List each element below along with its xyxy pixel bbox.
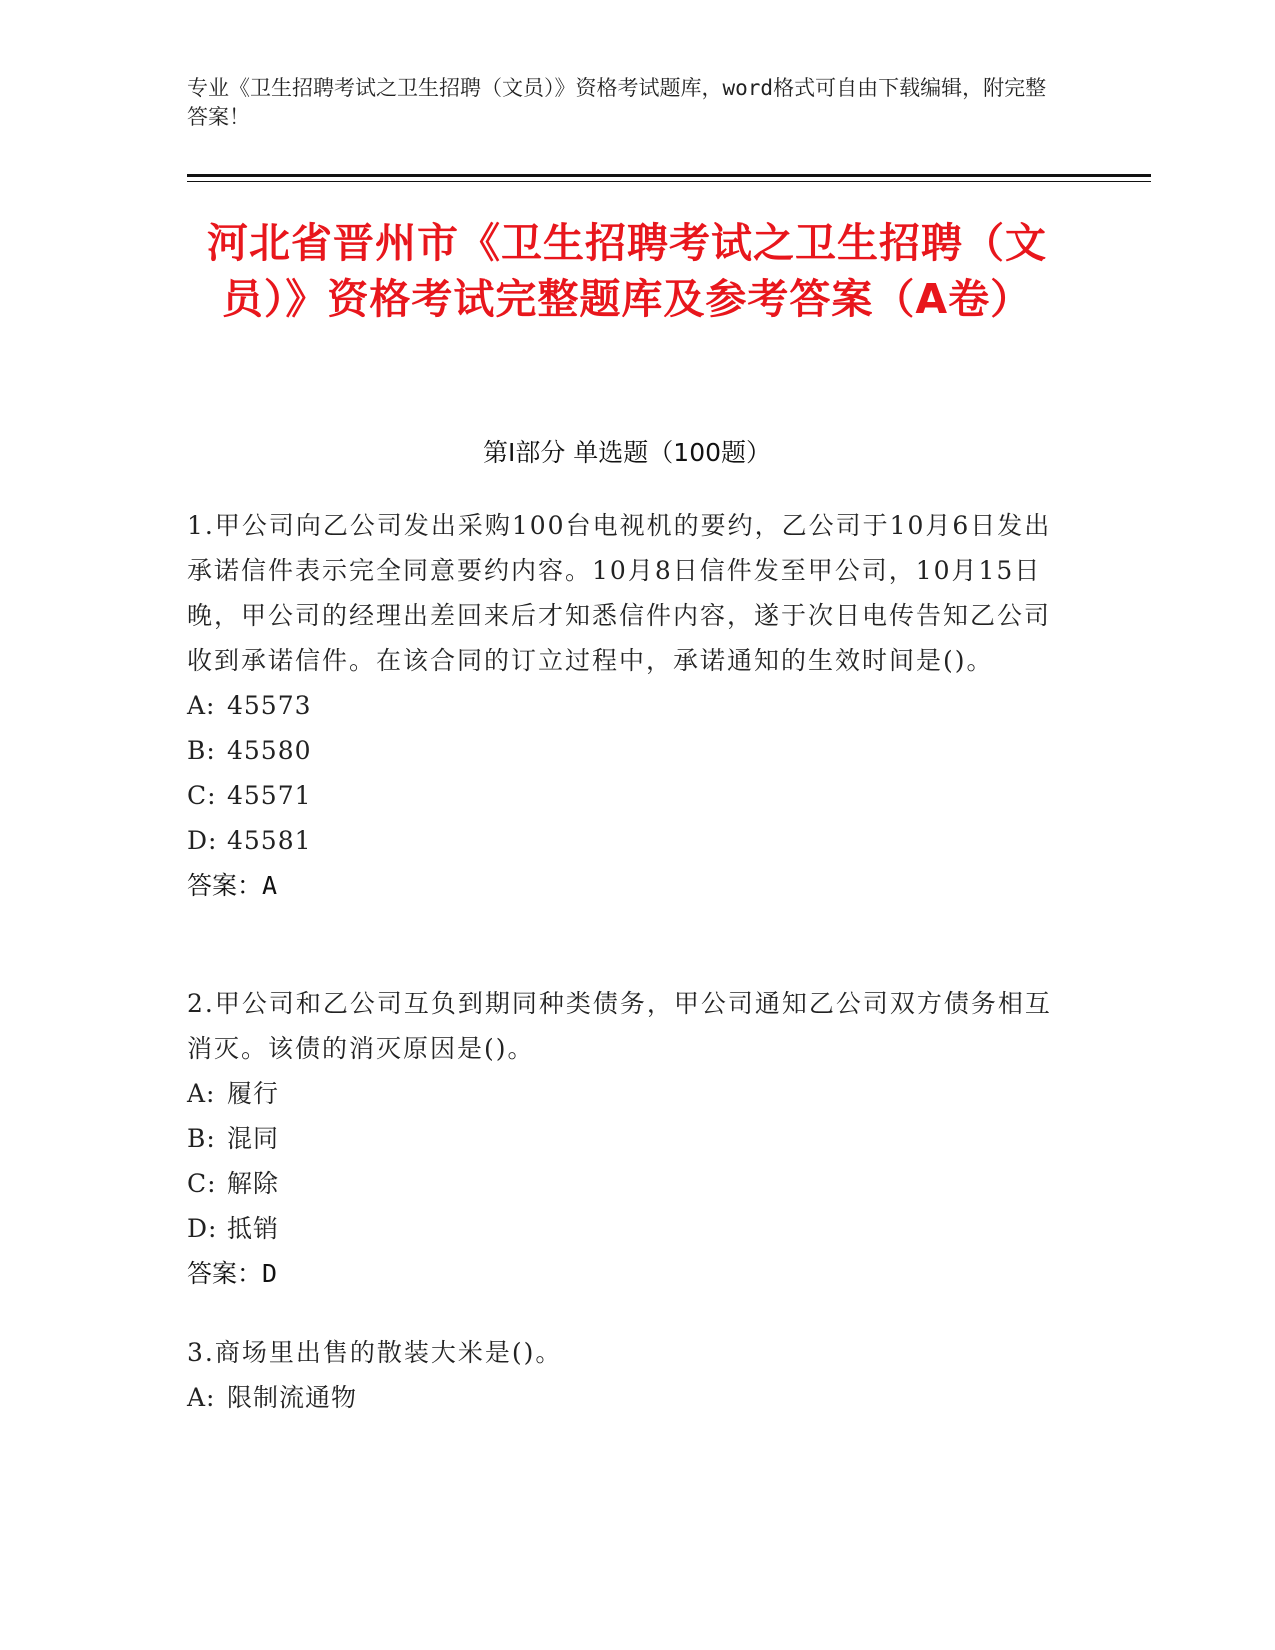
option-c	[187, 1161, 1067, 1206]
option-text: 45573	[227, 691, 312, 720]
option-c	[187, 773, 1067, 818]
option-b	[187, 1116, 1067, 1161]
question-1	[187, 503, 1067, 908]
header-divider-thin	[187, 181, 1151, 182]
question-stem: 3.商场里出售的散装大米是()。	[187, 1338, 563, 1367]
section-title: 第Ⅰ部分 单选题（100题）	[482, 438, 772, 467]
option-key: D:	[187, 1214, 218, 1243]
option-text: 45581	[227, 826, 312, 855]
question-stem: 1.甲公司向乙公司发出采购100台电视机的要约，乙公司于10月6日发出承诺信件表示完全同意要约内容。10月8日信件发至甲公司，10月15日晚，甲公司的经理出差回来后才知悉信件内容，遂于次日电传告知乙公司收到承诺信件。在该合同的订立过程中，承诺通知的生效时间是()。	[187, 511, 1052, 675]
question-stem: 2.甲公司和乙公司互负到期同种类债务，甲公司通知乙公司双方债务相互消灭。该债的消灭原因是()。	[187, 989, 1052, 1063]
header-note: 专业《卫生招聘考试之卫生招聘（文员）》资格考试题库，word格式可自由下载编辑，附完整答案！	[187, 76, 1047, 129]
option-text: 限制流通物	[227, 1383, 358, 1412]
option-text: 混同	[227, 1124, 280, 1153]
option-a	[187, 1375, 1067, 1420]
option-a	[187, 683, 1067, 728]
option-key: C:	[187, 1169, 217, 1198]
option-key: A:	[187, 691, 216, 720]
answer-line: 答案：D	[187, 1259, 278, 1288]
option-text: 45571	[227, 781, 312, 810]
option-d	[187, 1206, 1067, 1251]
option-key: A:	[187, 1079, 216, 1108]
option-text: 解除	[227, 1169, 280, 1198]
option-text: 抵销	[227, 1214, 280, 1243]
option-key: D:	[187, 826, 218, 855]
option-key: B:	[187, 736, 216, 765]
header-divider-thick	[187, 174, 1151, 177]
option-key: C:	[187, 781, 217, 810]
document-title: 河北省晋州市《卫生招聘考试之卫生招聘（文员）》资格考试完整题库及参考答案（A卷）	[207, 219, 1047, 323]
option-d	[187, 818, 1067, 863]
question-3	[187, 1330, 1067, 1420]
option-b	[187, 728, 1067, 773]
question-2	[187, 981, 1067, 1296]
option-text: 履行	[227, 1079, 280, 1108]
option-key: B:	[187, 1124, 216, 1153]
answer-line: 答案：A	[187, 871, 278, 900]
option-text: 45580	[227, 736, 312, 765]
option-a	[187, 1071, 1067, 1116]
option-key: A:	[187, 1383, 216, 1412]
